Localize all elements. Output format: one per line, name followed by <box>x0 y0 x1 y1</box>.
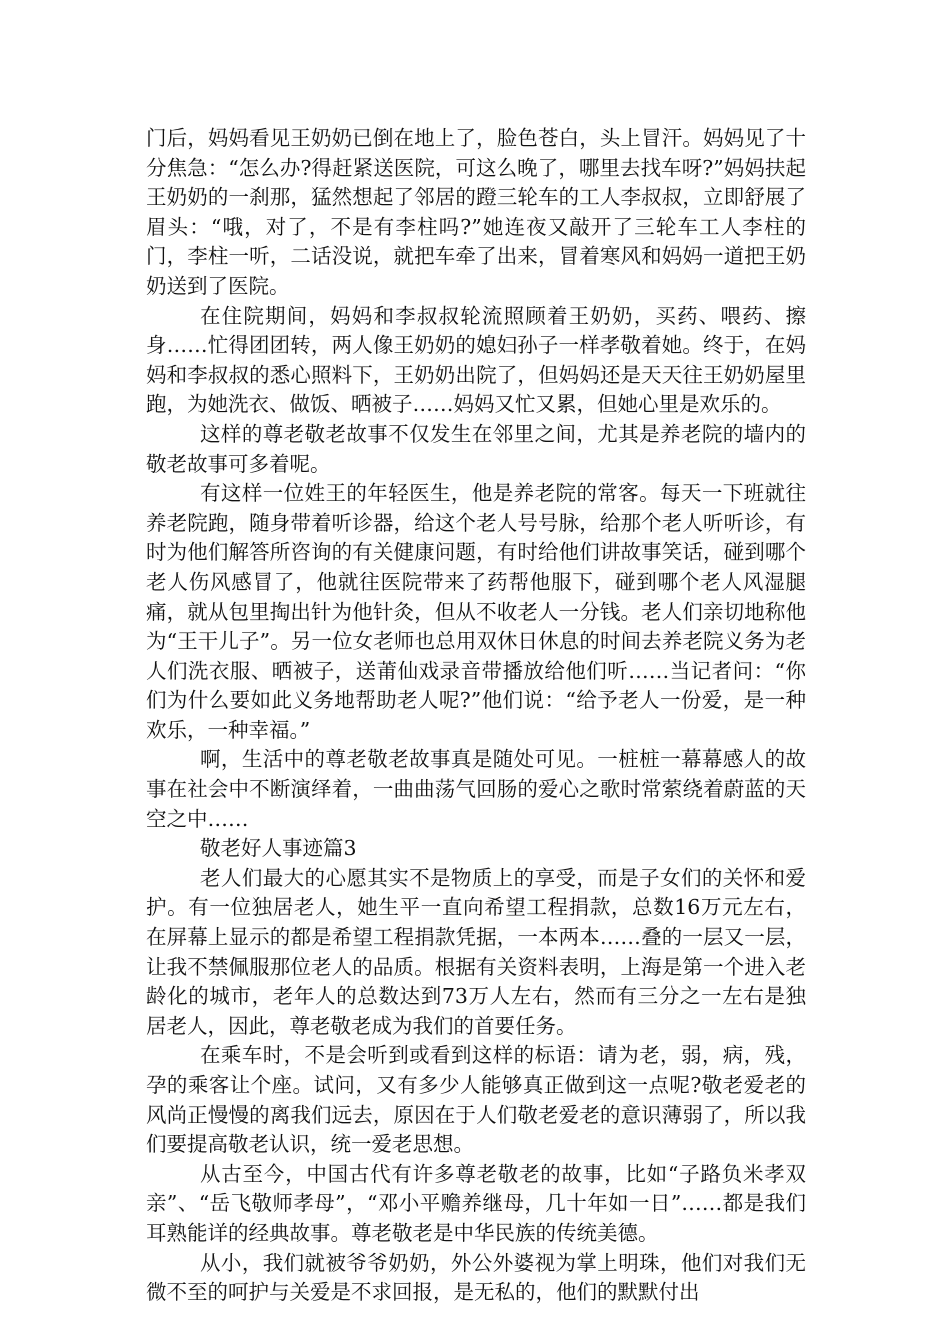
paragraph: 从古至今，中国古代有许多尊老敬老的故事，比如“子路负米孝双亲”、“岳飞敬师孝母”，“邓小平赡养继母，几十年如一日”……都是我们耳熟能详的经典故事。尊老敬老是中华民族的传统美德。 <box>146 1161 806 1245</box>
paragraph: 啊，生活中的尊老敬老故事真是随处可见。一桩桩一幕幕感人的故事在社会中不断演绎着，一曲曲荡气回肠的爱心之歌时常萦绕着蔚蓝的天空之中…… <box>146 747 806 831</box>
document-body <box>146 124 806 1308</box>
paragraph: 从小，我们就被爷爷奶奶，外公外婆视为掌上明珠，他们对我们无微不至的呵护与关爱是不求回报，是无私的，他们的默默付出 <box>146 1250 806 1305</box>
paragraph: 在住院期间，妈妈和李叔叔轮流照顾着王奶奶，买药、喂药、擦身……忙得团团转，两人像王奶奶的媳妇孙子一样孝敬着她。终于，在妈妈和李叔叔的悉心照料下，王奶奶出院了，但妈妈还是天天往王奶奶屋里跑，为她洗衣、做饭、晒被子……妈妈又忙又累，但她心里是欢乐的。 <box>146 303 806 417</box>
section-heading: 敬老好人事迹篇3 <box>200 836 357 861</box>
paragraph: 老人们最大的心愿其实不是物质上的享受，而是子女们的关怀和爱护。有一位独居老人，她生平一直向希望工程捐款，总数16万元左右，在屏幕上显示的都是希望工程捐款凭据，一本两本……叠的一层又一层，让我不禁佩服那位老人的品质。根据有关资料表明，上海是第一个进入老龄化的城市，老年人的总数达到73万人左右，然而有三分之一左右是独居老人，因此，尊老敬老成为我们的首要任务。 <box>146 865 806 1038</box>
paragraph: 这样的尊老敬老故事不仅发生在邻里之间，尤其是养老院的墙内的敬老故事可多着呢。 <box>146 421 806 476</box>
paragraph: 在乘车时，不是会听到或看到这样的标语：请为老，弱，病，残，孕的乘客让个座。试问，又有多少人能够真正做到这一点呢?敬老爱老的风尚正慢慢的离我们远去，原因在于人们敬老爱老的意识薄弱了，所以我们要提高敬老认识，统一爱老思想。 <box>146 1043 806 1157</box>
paragraph: 有这样一位姓王的年轻医生，他是养老院的常客。每天一下班就往养老院跑，随身带着听诊器，给这个老人号号脉，给那个老人听听诊，有时为他们解答所咨询的有关健康问题，有时给他们讲故事笑话，碰到哪个老人伤风感冒了，他就往医院带来了药帮他服下，碰到哪个老人风湿腿痛，就从包里掏出针为他针灸，但从不收老人一分钱。老人们亲切地称他为“王干儿子”。另一位女老师也总用双休日休息的时间去养老院义务为老人们洗衣服、晒被子，送莆仙戏录音带播放给他们听……当记者问：“你们为什么要如此义务地帮助老人呢?”他们说：“给予老人一份爱，是一种欢乐，一种幸福。” <box>146 481 806 742</box>
paragraph-continuation: 门后，妈妈看见王奶奶已倒在地上了，脸色苍白，头上冒汗。妈妈见了十分焦急：“怎么办?得赶紧送医院，可这么晚了，哪里去找车呀?”妈妈扶起王奶奶的一刹那，猛然想起了邻居的蹬三轮车的工人李叔叔，立即舒展了眉头：“哦，对了，不是有李柱吗?”她连夜又敲开了三轮车工人李柱的门，李柱一听，二话没说，就把车牵了出来，冒着寒风和妈妈一道把王奶奶送到了医院。 <box>146 126 806 298</box>
